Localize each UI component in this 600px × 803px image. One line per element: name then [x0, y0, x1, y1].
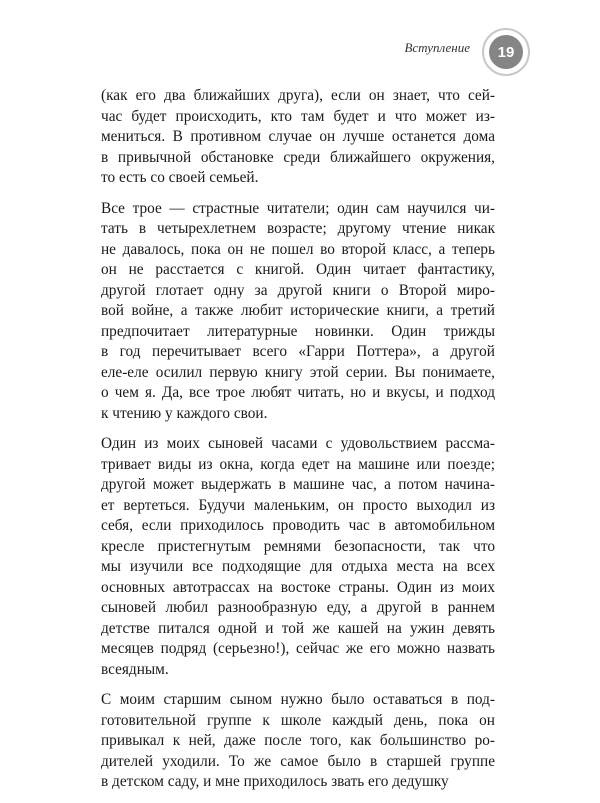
text-line: другой может выдержать в машине час, а потом начина- — [101, 476, 495, 493]
text-line: сыновей любил разнообразную еду, а другой в раннем — [101, 599, 495, 616]
text-line: кресле пристегнутым ремнями безопасности, так что — [101, 537, 495, 555]
text-line: (как его два ближайших друга), если он знает, что сей- — [101, 87, 495, 104]
text-line: тать в четырехлетнем возрасте; другому чтение никак — [101, 220, 495, 237]
text-line: в год перечитывает всего «Гарри Поттера», а другой — [101, 343, 495, 360]
text-line: предпочитает литературные новинки. Один трижды — [101, 322, 495, 340]
text-line: себя, если приходилось проводить час в автомобильном — [101, 517, 495, 534]
text-line: то есть со своей семьей. — [101, 169, 259, 186]
text-line: еле-еле осилил первую книгу этой серии. Вы понимаете, — [101, 363, 495, 381]
text-line: в привычной обстановке среди ближайшего окружения, — [101, 148, 495, 166]
text-line: дителей уходили. То же самое было в старшей группе — [101, 752, 495, 770]
text-line: о чем я. Да, все трое любят читать, но и вкусы, и подход — [101, 384, 495, 401]
page-number-badge — [482, 28, 530, 76]
text-line: час будет происходить, кто там будет и что может из- — [101, 107, 495, 125]
text-line: Все трое — страстные читатели; один сам научился чи- — [101, 199, 495, 217]
text-line: ет вертеться. Будучи маленьким, он просто выходил из — [101, 496, 495, 514]
page-header — [404, 28, 530, 76]
text-line: Один из моих сыновей часами с удовольствием рассма- — [101, 435, 495, 452]
paragraph — [101, 86, 495, 189]
text-line: основных автотрассах на востоке страны. Один из моих — [101, 578, 495, 596]
text-line: не давалось, пока он не пошел во второй класс, а теперь — [101, 240, 495, 258]
text-line: месяцев подряд (серьезно!), сейчас же его можно назвать — [101, 640, 495, 657]
text-line: мы изучили все подходящие для отдыха места на всех — [101, 558, 495, 575]
text-line: другой глотает одну за другой книги о Второй миро- — [101, 281, 495, 299]
page-number: 19 — [489, 35, 523, 69]
section-title: Вступление — [404, 40, 470, 55]
paragraph — [101, 434, 495, 680]
text-line: привыкал к ней, даже после того, как большинство ро- — [101, 732, 495, 749]
body-text — [101, 86, 495, 803]
text-line: С моим старшим сыном нужно было оставаться в под- — [101, 691, 495, 708]
text-line: он не расстается с книгой. Один читает фантастику, — [101, 261, 495, 278]
text-line: детстве питался одной и той же кашей на ужин девять — [101, 619, 495, 637]
text-line: мениться. В противном случае он лучше останется дома — [101, 128, 495, 145]
text-line: в детском саду, и мне приходилось звать его дедушку — [101, 773, 449, 790]
text-line: к чтению у каждого свои. — [101, 404, 268, 422]
paragraph — [101, 690, 495, 793]
paragraph — [101, 199, 495, 425]
text-line: готовительной группе к школе каждый день, пока он — [101, 711, 495, 729]
text-line: вой войне, а также любит исторические книги, а третий — [101, 302, 495, 319]
text-line: тривает виды из окна, когда едет на машине или поезде; — [101, 455, 495, 473]
text-line: всеядным. — [101, 660, 169, 678]
